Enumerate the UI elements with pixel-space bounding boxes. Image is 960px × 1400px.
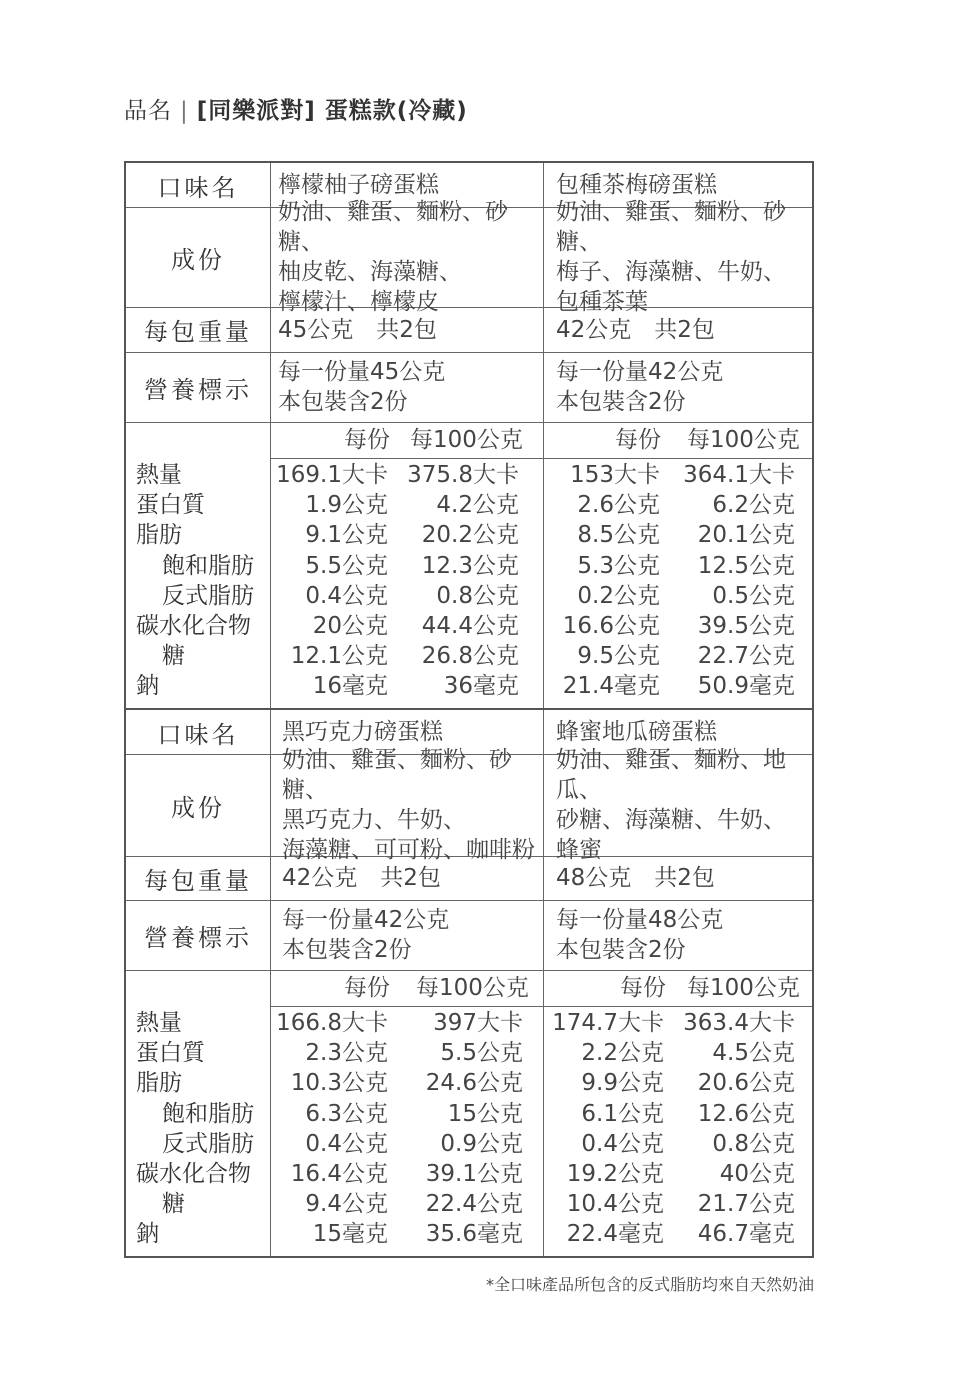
serving-size: 每一份量42公克 bbox=[282, 907, 450, 933]
ingredients-text bbox=[556, 199, 814, 315]
product-name: 蜂蜜地瓜磅蛋糕 bbox=[556, 719, 717, 745]
nutrient-values-per-serving bbox=[276, 460, 388, 702]
nutrient-value: 9.1公克 bbox=[305, 522, 388, 549]
nutrient-value: 5.5公克 bbox=[305, 552, 388, 579]
nutrient-label: 鈉 bbox=[136, 673, 159, 700]
nutrient-value: 6.3公克 bbox=[305, 1100, 388, 1127]
nutrients-row bbox=[126, 422, 812, 708]
per-serving-header: 每份 bbox=[344, 427, 390, 453]
package-weight: 42公克 共2包 bbox=[282, 865, 441, 891]
nutrient-value: 22.7公克 bbox=[697, 643, 795, 670]
nutrition-label: 營養標示 bbox=[144, 375, 252, 404]
nutrient-value: 0.4公克 bbox=[305, 1130, 388, 1157]
nutrient-value: 5.3公克 bbox=[577, 552, 660, 579]
nutrient-value: 174.7大卡 bbox=[552, 1010, 664, 1036]
nutrient-value: 0.9公克 bbox=[440, 1130, 523, 1157]
nutrient-value: 10.3公克 bbox=[290, 1070, 388, 1097]
package-weight: 48公克 共2包 bbox=[556, 865, 715, 891]
per-serving-header: 每份 bbox=[615, 427, 661, 453]
per-100g-header: 每100公克 bbox=[687, 427, 800, 453]
nutrient-values-per-serving bbox=[276, 1008, 388, 1250]
flavor-label: 口味名 bbox=[157, 173, 239, 202]
nutrient-value: 0.2公克 bbox=[577, 582, 660, 609]
nutrient-value: 20公克 bbox=[312, 613, 388, 640]
ingredients-text bbox=[278, 199, 543, 315]
nutrient-value: 363.4大卡 bbox=[683, 1010, 795, 1036]
ingredients-line: 黑巧克力、牛奶、 bbox=[282, 807, 466, 833]
nutrient-value: 24.6公克 bbox=[425, 1070, 523, 1097]
nutrient-label: 反式脂肪 bbox=[162, 1130, 254, 1157]
nutrient-value: 0.8公克 bbox=[436, 582, 519, 609]
nutrient-value: 10.4公克 bbox=[566, 1191, 664, 1218]
serving-row bbox=[126, 900, 812, 971]
serving-info bbox=[278, 352, 543, 422]
nutrient-label: 反式脂肪 bbox=[162, 582, 254, 609]
per-100g-header: 每100公克 bbox=[410, 427, 523, 453]
ingredients-line: 柚皮乾、海藻糖、 bbox=[278, 259, 462, 285]
ingredients-text bbox=[556, 747, 814, 863]
nutrient-labels bbox=[136, 1008, 254, 1250]
nutrient-value: 26.8公克 bbox=[421, 643, 519, 670]
nutrient-value: 153大卡 bbox=[570, 462, 660, 488]
per-100g-header: 每100公克 bbox=[687, 975, 800, 1001]
nutrient-value: 0.4公克 bbox=[581, 1130, 664, 1157]
nutrient-value: 40公克 bbox=[719, 1161, 795, 1188]
per-100g-header: 每100公克 bbox=[416, 975, 529, 1001]
servings-per-package: 本包裝含2份 bbox=[282, 937, 412, 963]
nutrient-value: 0.5公克 bbox=[712, 582, 795, 609]
product-name: 包種茶梅磅蛋糕 bbox=[556, 172, 717, 198]
ingredients-line: 砂糖、海藻糖、牛奶、 bbox=[556, 807, 786, 833]
ingredients-row bbox=[126, 747, 812, 863]
ingredients-line: 梅子、海藻糖、牛奶、 bbox=[556, 259, 786, 285]
ingredients-line: 蜂蜜 bbox=[556, 837, 602, 863]
nutrient-label: 脂肪 bbox=[136, 522, 182, 549]
weight-row bbox=[126, 307, 812, 353]
nutrient-value: 9.9公克 bbox=[581, 1070, 664, 1097]
nutrient-value: 9.4公克 bbox=[305, 1191, 388, 1218]
servings-per-package: 本包裝含2份 bbox=[556, 389, 686, 415]
nutrient-value: 20.6公克 bbox=[697, 1070, 795, 1097]
nutrient-value: 50.9毫克 bbox=[697, 673, 795, 700]
nutrient-value: 375.8大卡 bbox=[407, 462, 519, 488]
nutrient-values-per-100g bbox=[407, 460, 519, 702]
per-serving-header: 每份 bbox=[344, 975, 390, 1001]
nutrient-label: 鈉 bbox=[136, 1221, 159, 1248]
nutrient-value: 6.1公克 bbox=[581, 1100, 664, 1127]
nutrient-value: 364.1大卡 bbox=[683, 462, 795, 488]
flavor-label: 口味名 bbox=[157, 720, 239, 749]
nutrient-labels bbox=[136, 460, 254, 702]
nutrient-label: 糖 bbox=[162, 643, 185, 670]
nutrient-value: 22.4公克 bbox=[425, 1191, 523, 1218]
nutrient-label: 蛋白質 bbox=[136, 492, 205, 519]
serving-info bbox=[556, 352, 814, 422]
nutrient-value: 1.9公克 bbox=[305, 492, 388, 519]
nutrient-value: 9.5公克 bbox=[577, 643, 660, 670]
nutrition-label: 營養標示 bbox=[144, 923, 252, 952]
nutrient-value: 20.1公克 bbox=[697, 522, 795, 549]
nutrient-value: 5.5公克 bbox=[440, 1040, 523, 1067]
nutrient-value: 20.2公克 bbox=[421, 522, 519, 549]
nutrient-values-per-100g bbox=[683, 460, 795, 702]
nutrient-label: 碳水化合物 bbox=[136, 1161, 251, 1188]
nutrient-value: 0.8公克 bbox=[712, 1130, 795, 1157]
ingredients-line: 奶油、雞蛋、麵粉、地瓜、 bbox=[556, 747, 786, 803]
serving-row bbox=[126, 352, 812, 423]
nutrient-label: 蛋白質 bbox=[136, 1040, 205, 1067]
nutrient-value: 2.3公克 bbox=[305, 1040, 388, 1067]
serving-size: 每一份量42公克 bbox=[556, 359, 724, 385]
product-name: 黑巧克力磅蛋糕 bbox=[282, 719, 443, 745]
nutrition-table-block-1 bbox=[124, 161, 814, 710]
nutrient-label: 碳水化合物 bbox=[136, 613, 251, 640]
nutrient-value: 16毫克 bbox=[312, 673, 388, 700]
nutrient-label: 飽和脂肪 bbox=[162, 1100, 254, 1127]
footnote: *全口味產品所包含的反式脂肪均來自天然奶油 bbox=[485, 1275, 814, 1294]
nutrient-label: 糖 bbox=[162, 1191, 185, 1218]
nutrient-value: 36毫克 bbox=[443, 673, 519, 700]
serving-size: 每一份量48公克 bbox=[556, 907, 724, 933]
per-serving-header: 每份 bbox=[620, 975, 666, 1001]
serving-info bbox=[556, 900, 814, 970]
nutrient-value: 39.1公克 bbox=[425, 1161, 523, 1188]
nutrient-value: 22.4毫克 bbox=[566, 1221, 664, 1248]
nutrient-value: 21.4毫克 bbox=[562, 673, 660, 700]
serving-info bbox=[282, 900, 547, 970]
nutrient-value: 0.4公克 bbox=[305, 582, 388, 609]
ingredients-text bbox=[282, 747, 547, 863]
nutrient-value: 12.5公克 bbox=[697, 552, 795, 579]
package-weight: 42公克 共2包 bbox=[556, 316, 715, 343]
weight-label: 每包重量 bbox=[144, 318, 252, 346]
serving-size: 每一份量45公克 bbox=[278, 359, 446, 385]
nutrient-value: 35.6毫克 bbox=[425, 1221, 523, 1248]
ingredients-line: 奶油、雞蛋、麵粉、砂糖、 bbox=[282, 747, 512, 803]
nutrient-value: 12.1公克 bbox=[290, 643, 388, 670]
nutrient-value: 15毫克 bbox=[312, 1221, 388, 1248]
heading-separator: | bbox=[180, 98, 189, 124]
product-heading bbox=[124, 92, 468, 125]
ingredients-label: 成份 bbox=[171, 793, 225, 822]
heading-label: 品名 bbox=[124, 98, 172, 124]
nutrient-label: 脂肪 bbox=[136, 1070, 182, 1097]
ingredients-line: 包種茶葉 bbox=[556, 289, 648, 315]
ingredients-line: 奶油、雞蛋、麵粉、砂糖、 bbox=[278, 199, 508, 255]
nutrient-value: 21.7公克 bbox=[697, 1191, 795, 1218]
nutrient-values-per-100g bbox=[683, 1008, 795, 1250]
nutrient-value: 4.5公克 bbox=[712, 1040, 795, 1067]
nutrient-value: 19.2公克 bbox=[566, 1161, 664, 1188]
nutrient-value: 397大卡 bbox=[433, 1010, 523, 1036]
nutrition-table-block-2 bbox=[124, 708, 814, 1258]
package-weight: 45公克 共2包 bbox=[278, 316, 437, 343]
nutrient-value: 16.4公克 bbox=[290, 1161, 388, 1188]
ingredients-label: 成份 bbox=[171, 245, 225, 274]
nutrient-value: 46.7毫克 bbox=[697, 1221, 795, 1248]
nutrient-label: 熱量 bbox=[136, 462, 182, 488]
weight-row bbox=[126, 856, 812, 901]
nutrient-value: 39.5公克 bbox=[697, 613, 795, 640]
nutrient-value: 6.2公克 bbox=[712, 492, 795, 519]
servings-per-package: 本包裝含2份 bbox=[278, 389, 408, 415]
nutrient-value: 4.2公克 bbox=[436, 492, 519, 519]
nutrient-value: 15公克 bbox=[447, 1100, 523, 1127]
nutrient-label: 飽和脂肪 bbox=[162, 552, 254, 579]
weight-label: 每包重量 bbox=[144, 866, 252, 895]
nutrient-value: 169.1大卡 bbox=[276, 462, 388, 488]
ingredients-row bbox=[126, 199, 812, 315]
nutrient-value: 8.5公克 bbox=[577, 522, 660, 549]
nutrient-values-per-serving bbox=[552, 1008, 664, 1250]
servings-per-package: 本包裝含2份 bbox=[556, 937, 686, 963]
nutrient-value: 16.6公克 bbox=[562, 613, 660, 640]
nutrient-value: 2.6公克 bbox=[577, 492, 660, 519]
ingredients-line: 奶油、雞蛋、麵粉、砂糖、 bbox=[556, 199, 786, 255]
nutrient-value: 166.8大卡 bbox=[276, 1010, 388, 1036]
nutrient-label: 熱量 bbox=[136, 1010, 182, 1036]
nutrient-values-per-100g bbox=[426, 1008, 523, 1250]
heading-title: [同樂派對] 蛋糕款(冷藏) bbox=[196, 98, 468, 124]
ingredients-line: 海藻糖、可可粉、咖啡粉 bbox=[282, 837, 535, 863]
nutrients-row bbox=[126, 970, 812, 1256]
ingredients-line: 檸檬汁、檸檬皮 bbox=[278, 289, 439, 315]
nutrient-value: 2.2公克 bbox=[581, 1040, 664, 1067]
product-name: 檸檬柚子磅蛋糕 bbox=[278, 172, 439, 198]
nutrient-values-per-serving bbox=[563, 460, 660, 702]
nutrient-value: 44.4公克 bbox=[421, 613, 519, 640]
nutrient-value: 12.6公克 bbox=[697, 1100, 795, 1127]
nutrient-value: 12.3公克 bbox=[421, 552, 519, 579]
